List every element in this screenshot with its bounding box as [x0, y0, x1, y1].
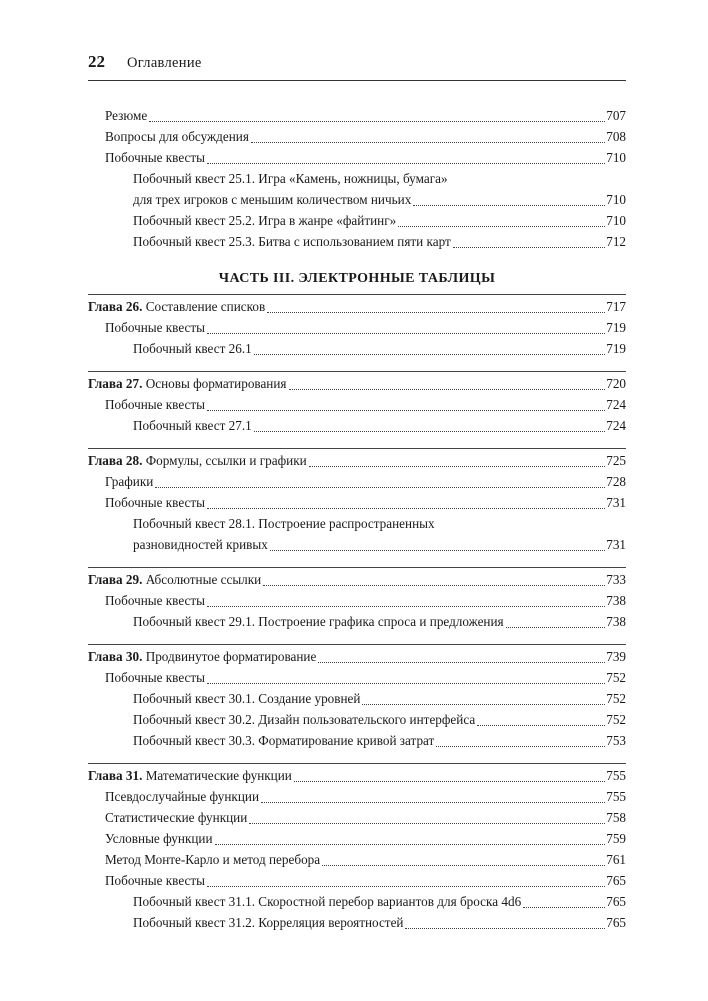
dot-leader: [477, 725, 605, 726]
chapter-label: Глава 31.: [88, 768, 143, 783]
dot-leader: [270, 550, 605, 551]
toc-entry-pseudorandom-functions[interactable]: [88, 786, 626, 807]
dot-leader: [207, 333, 605, 334]
toc-entry-quest-25-1-line1[interactable]: Побочный квест 25.1. Игра «Камень, ножницы, бумага»: [133, 171, 448, 186]
dot-leader: [261, 802, 605, 803]
toc-page-number: 738: [606, 614, 626, 629]
dot-leader: [207, 163, 605, 164]
toc-entry-text: для трех игроков с меньшим количеством ничьих: [133, 192, 412, 207]
toc-page-number: 710: [606, 213, 626, 228]
dot-leader: [149, 121, 605, 122]
dot-leader: [207, 683, 605, 684]
toc-entry-side-quests[interactable]: [88, 147, 626, 168]
toc-entry-quest-28-1[interactable]: [88, 534, 626, 555]
toc-entry-text: Побочные квесты: [105, 320, 205, 335]
chapter-label: Глава 29.: [88, 572, 143, 587]
toc-entry-quest-31-1[interactable]: [88, 891, 626, 912]
dot-leader: [207, 606, 605, 607]
toc-entry-quest-25-1[interactable]: [88, 189, 626, 210]
toc-entry-text: разновидностей кривых: [133, 537, 268, 552]
page-header: [88, 52, 626, 81]
toc-chapter-30[interactable]: [88, 646, 626, 667]
toc-page-number: 725: [606, 453, 626, 468]
toc-page-number: 731: [606, 537, 626, 552]
toc-entry-text: Условные функции: [105, 831, 213, 846]
chapter-divider: [88, 448, 626, 449]
toc-entry-text: Побочный квест 25.3. Битва с использованием пяти карт: [133, 234, 451, 249]
chapter-title: Составление списков: [145, 299, 266, 314]
toc-page-number: 710: [606, 150, 626, 165]
toc-chapter-31[interactable]: [88, 765, 626, 786]
chapter-title: Продвинутое форматирование: [145, 649, 317, 664]
chapter-label: Глава 26.: [88, 299, 143, 314]
toc-page-number: 717: [606, 299, 626, 314]
toc-page-number: 765: [606, 915, 626, 930]
toc-entry-side-quests[interactable]: [88, 667, 626, 688]
toc-chapter-26[interactable]: [88, 296, 626, 317]
toc-page-number: 719: [606, 341, 626, 356]
toc-entry-charts[interactable]: [88, 471, 626, 492]
dot-leader: [362, 704, 605, 705]
dot-leader: [207, 508, 605, 509]
toc-page-number: 752: [606, 670, 626, 685]
toc-entry-text: Побочный квест 31.2. Корреляция вероятностей: [133, 915, 404, 930]
toc-entry-quest-27-1[interactable]: [88, 415, 626, 436]
toc-page-number: 707: [606, 108, 626, 123]
toc-entry-text: Побочный квест 26.1: [133, 341, 252, 356]
dot-leader: [263, 585, 605, 586]
toc-entry-quest-31-2[interactable]: [88, 912, 626, 933]
toc-entry-quest-29-1[interactable]: [88, 611, 626, 632]
part-title[interactable]: ЧАСТЬ III. ЭЛЕКТРОННЫЕ ТАБЛИЦЫ: [218, 271, 496, 286]
dot-leader: [251, 142, 605, 143]
toc-entry-text: Побочные квесты: [105, 495, 205, 510]
page-number: 22: [88, 52, 105, 71]
toc-page-number: 753: [606, 733, 626, 748]
toc-page-number: 712: [606, 234, 626, 249]
toc-page-number: 733: [606, 572, 626, 587]
dot-leader: [309, 466, 606, 467]
toc-page-number: 752: [606, 712, 626, 727]
chapter-label: Глава 28.: [88, 453, 143, 468]
toc-entry-side-quests[interactable]: [88, 394, 626, 415]
toc-entry-text: Статистические функции: [105, 810, 248, 825]
toc-entry-text: Побочные квесты: [105, 397, 205, 412]
toc-page-number: 759: [606, 831, 626, 846]
chapter-divider: [88, 371, 626, 372]
toc-chapter-28[interactable]: [88, 450, 626, 471]
toc-entry-text: Побочный квест 29.1. Построение графика спроса и предложения: [133, 614, 504, 629]
toc-entry-text: Побочный квест 31.1. Скоростной перебор вариантов для броска 4d6: [133, 894, 522, 909]
dot-leader: [453, 247, 605, 248]
toc-entry-summary[interactable]: [88, 105, 626, 126]
toc-entry-side-quests[interactable]: [88, 317, 626, 338]
toc-entry-text: Побочный квест 30.1. Создание уровней: [133, 691, 361, 706]
toc-page-number: 752: [606, 691, 626, 706]
chapter-divider: [88, 567, 626, 568]
dot-leader: [294, 781, 605, 782]
toc-entry-conditional-functions[interactable]: [88, 828, 626, 849]
dot-leader: [254, 431, 606, 432]
table-of-contents: [88, 105, 626, 933]
toc-entry-text: Побочные квесты: [105, 593, 205, 608]
chapter-divider: [88, 294, 626, 295]
chapter-label: Глава 27.: [88, 376, 143, 391]
dot-leader: [398, 226, 605, 227]
toc-entry-quest-25-3[interactable]: [88, 231, 626, 252]
toc-page-number: 758: [606, 810, 626, 825]
dot-leader: [155, 487, 605, 488]
toc-chapter-29[interactable]: [88, 569, 626, 590]
toc-page-number: 710: [606, 192, 626, 207]
toc-entry-text: Побочный квест 25.2. Игра в жанре «файтинг»: [133, 213, 397, 228]
toc-page-number: 720: [606, 376, 626, 391]
chapter-divider: [88, 644, 626, 645]
toc-entry-text: Метод Монте-Карло и метод перебора: [105, 852, 321, 867]
toc-chapter-27[interactable]: [88, 373, 626, 394]
toc-entry-statistical-functions[interactable]: [88, 807, 626, 828]
dot-leader: [322, 865, 605, 866]
dot-leader: [506, 627, 606, 628]
dot-leader: [207, 410, 605, 411]
dot-leader: [254, 354, 606, 355]
dot-leader: [289, 389, 606, 390]
toc-entry-text: Побочные квесты: [105, 150, 205, 165]
toc-page-number: 739: [606, 649, 626, 664]
dot-leader: [405, 928, 605, 929]
dot-leader: [523, 907, 605, 908]
toc-page-number: 724: [606, 418, 626, 433]
toc-entry-text: Побочные квесты: [105, 670, 205, 685]
book-page: [88, 52, 626, 933]
running-title: Оглавление: [127, 55, 202, 71]
dot-leader: [267, 312, 605, 313]
dot-leader: [249, 823, 605, 824]
toc-entry-side-quests[interactable]: [88, 870, 626, 891]
toc-page-number: 738: [606, 593, 626, 608]
toc-entry-quest-30-3[interactable]: [88, 730, 626, 751]
toc-page-number: 761: [606, 852, 626, 867]
toc-page-number: 728: [606, 474, 626, 489]
chapter-title: Формулы, ссылки и графики: [145, 453, 307, 468]
toc-entry-text: Графики: [105, 474, 154, 489]
toc-page-number: 708: [606, 129, 626, 144]
toc-entry-discussion-questions[interactable]: [88, 126, 626, 147]
toc-entry-text: Побочный квест 27.1: [133, 418, 252, 433]
toc-entry-quest-28-1-line1[interactable]: Побочный квест 28.1. Построение распространенных: [133, 516, 435, 531]
toc-page-number: 755: [606, 789, 626, 804]
toc-entry-side-quests[interactable]: [88, 492, 626, 513]
dot-leader: [207, 886, 605, 887]
toc-page-number: 765: [606, 894, 626, 909]
toc-entry-quest-25-2[interactable]: [88, 210, 626, 231]
toc-entry-side-quests[interactable]: [88, 590, 626, 611]
chapter-title: Абсолютные ссылки: [145, 572, 262, 587]
chapter-title: Математические функции: [145, 768, 292, 783]
toc-entry-monte-carlo[interactable]: [88, 849, 626, 870]
toc-entry-quest-26-1[interactable]: [88, 338, 626, 359]
chapter-title: Основы форматирования: [145, 376, 287, 391]
dot-leader: [318, 662, 605, 663]
toc-entry-text: Псевдослучайные функции: [105, 789, 260, 804]
toc-page-number: 724: [606, 397, 626, 412]
toc-entry-text: Резюме: [105, 108, 148, 123]
toc-entry-quest-30-2[interactable]: [88, 709, 626, 730]
dot-leader: [413, 205, 605, 206]
chapter-label: Глава 30.: [88, 649, 143, 664]
toc-page-number: 719: [606, 320, 626, 335]
toc-entry-text: Побочные квесты: [105, 873, 205, 888]
toc-page-number: 765: [606, 873, 626, 888]
dot-leader: [436, 746, 605, 747]
toc-entry-text: Побочный квест 30.2. Дизайн пользовательского интерфейса: [133, 712, 476, 727]
toc-page-number: 755: [606, 768, 626, 783]
toc-entry-quest-30-1[interactable]: [88, 688, 626, 709]
chapter-divider: [88, 763, 626, 764]
dot-leader: [215, 844, 606, 845]
toc-page-number: 731: [606, 495, 626, 510]
toc-entry-text: Побочный квест 30.3. Форматирование кривой затрат: [133, 733, 435, 748]
toc-entry-text: Вопросы для обсуждения: [105, 129, 249, 144]
